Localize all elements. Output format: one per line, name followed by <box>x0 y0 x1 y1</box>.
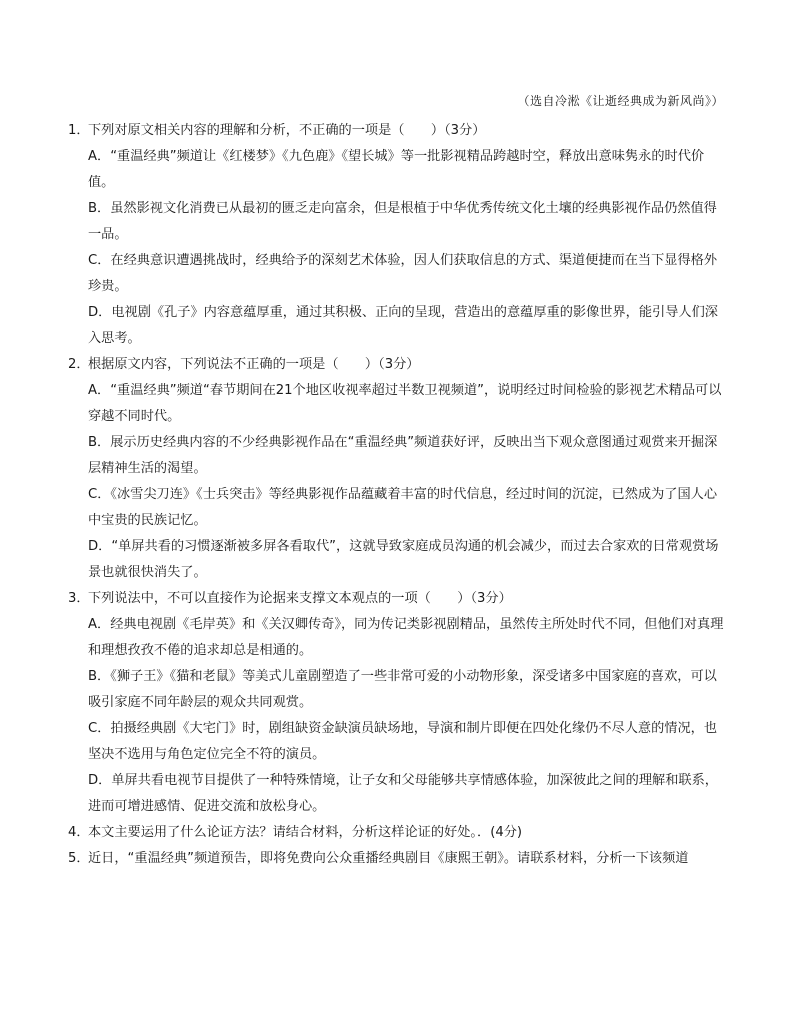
question-text: 下列对原文相关内容的理解和分析，不正确的一项是（ ）（3分） <box>88 123 486 138</box>
option-a: A．“重温经典”频道让《红楼梦》《九色鹿》《望长城》等一批影视精品跨越时空，释放出意味隽永的时代价值。 <box>88 149 705 190</box>
question-list <box>68 118 728 872</box>
option-a: A．“重温经典”频道“春节期间在21个地区收视率超过半数卫视频道”，说明经过时间检验的影视艺术精品可以穿越不同时代。 <box>88 383 722 424</box>
question-4 <box>68 820 728 846</box>
question-5 <box>68 846 728 872</box>
source-citation: （选自冷淞《让逝经典成为新风尚》） <box>517 94 724 108</box>
question-1 <box>68 118 728 352</box>
option-d: D．电视剧《孔子》内容意蕴厚重，通过其积极、正向的呈现，营造出的意蕴厚重的影像世界，能引导人们深入思考。 <box>88 305 718 346</box>
question-number: 1． <box>68 123 90 138</box>
question-text: 本文主要运用了什么论证方法？请结合材料，分析这样论证的好处。．(4分) <box>88 825 523 840</box>
option-b: B．虽然影视文化消费已从最初的匮乏走向富余，但是根植于中华优秀传统文化土壤的经典影视作品仍然值得一品。 <box>88 201 717 242</box>
question-number: 4． <box>68 825 90 840</box>
option-c: C．拍摄经典剧《大宅门》时，剧组缺资金缺演员缺场地，导演和制片即便在四处化缘仍不尽人意的情况，也坚决不选用与角色定位完全不符的演员。 <box>88 721 718 762</box>
option-c: C．《冰雪尖刀连》《士兵突击》等经典影视作品蕴藏着丰富的时代信息，经过时间的沉淀，已然成为了国人心中宝贵的民族记忆。 <box>88 487 718 528</box>
question-3 <box>68 586 728 820</box>
option-b: B．《狮子王》《猫和老鼠》等美式儿童剧塑造了一些非常可爱的小动物形象，深受诸多中国家庭的喜欢，可以吸引家庭不同年龄层的观众共同观赏。 <box>88 669 717 710</box>
question-stem <box>68 118 728 144</box>
option-c: C．在经典意识遭遇挑战时，经典给予的深刻艺术体验，因人们获取信息的方式、渠道便捷而在当下显得格外珍贵。 <box>88 253 718 294</box>
option-a: A．经典电视剧《毛岸英》和《关汉卿传奇》，同为传记类影视剧精品，虽然传主所处时代不同，但他们对真理和理想孜孜不倦的追求却总是相通的。 <box>88 617 724 658</box>
question-number: 5． <box>68 851 90 866</box>
question-number: 2． <box>68 357 90 372</box>
question-number: 3． <box>68 591 90 606</box>
question-stem <box>68 586 728 612</box>
option-d: D．单屏共看电视节目提供了一种特殊情境，让子女和父母能够共享情感体验，加深彼此之间的理解和联系，进而可增进感情、促进交流和放松身心。 <box>88 773 718 814</box>
question-text: 下列说法中，不可以直接作为论据来支撑文本观点的一项（ ）（3分） <box>88 591 512 606</box>
question-2 <box>68 352 728 586</box>
question-stem <box>68 352 728 378</box>
question-text: 近日，“重温经典”频道预告，即将免费向公众重播经典剧目《康熙王朝》。请联系材料，分析一下该频道 <box>88 851 689 866</box>
option-d: D．“单屏共看的习惯逐渐被多屏各看取代”，这就导致家庭成员沟通的机会减少，而过去合家欢的日常观赏场景也就很快消失了。 <box>88 539 719 580</box>
question-text: 根据原文内容，下列说法不正确的一项是（ ）（3分） <box>88 357 420 372</box>
question-stem <box>68 846 728 872</box>
question-stem <box>68 820 728 846</box>
option-b: B．展示历史经典内容的不少经典影视作品在“重温经典”频道获好评，反映出当下观众意图通过观赏来开掘深层精神生活的渴望。 <box>88 435 718 476</box>
